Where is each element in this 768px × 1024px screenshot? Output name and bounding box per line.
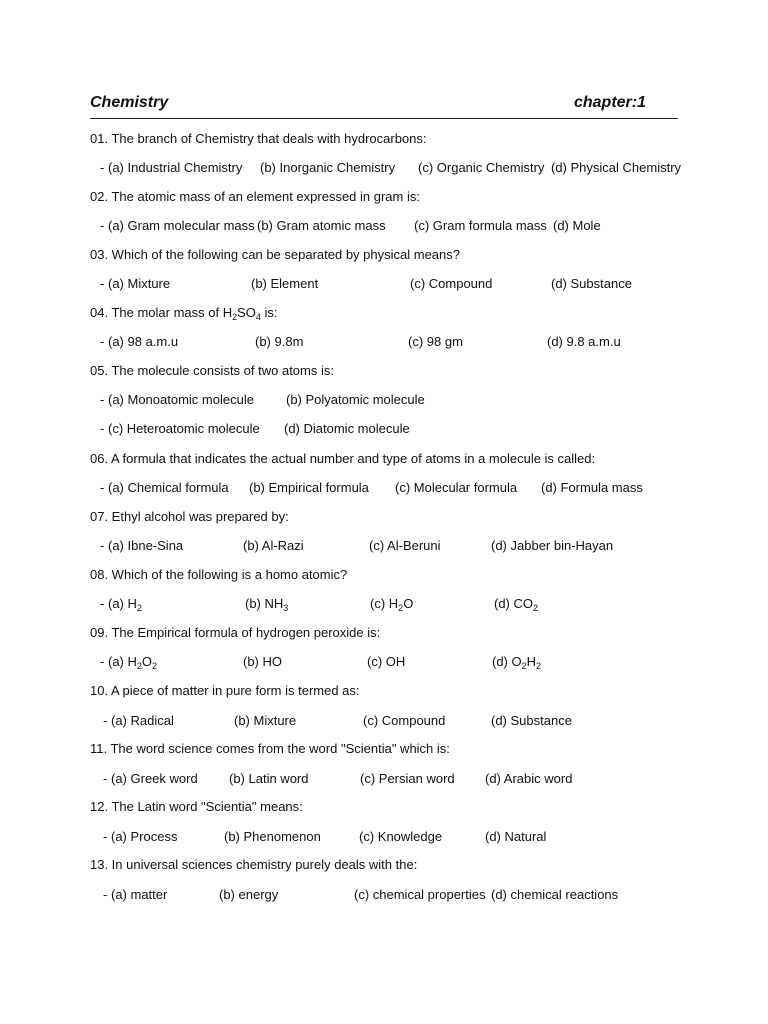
question-8-option-c bbox=[370, 596, 413, 612]
question-13-option-a: (a) matter bbox=[111, 887, 168, 902]
formula-subscript: 2 bbox=[398, 603, 404, 613]
question-3: 03. Which of the following can be separated by physical means? bbox=[90, 247, 460, 262]
question-8: 08. Which of the following is a homo atomic? bbox=[90, 567, 348, 582]
formula-subscript: 3 bbox=[283, 603, 289, 613]
question-6: 06. A formula that indicates the actual number and type of atoms in a molecule is called: bbox=[90, 451, 596, 466]
question-11-option-d: (d) Arabic word bbox=[485, 771, 573, 786]
question-8-option-a bbox=[108, 596, 142, 612]
question-7-option-b: (b) Al-Razi bbox=[243, 538, 304, 553]
question-9-option-a bbox=[108, 654, 157, 670]
option-prefix: - bbox=[100, 218, 105, 233]
question-5-option-b: (b) Polyatomic molecule bbox=[286, 392, 425, 407]
option-prefix: - bbox=[100, 334, 105, 349]
question-2-option-c: (c) Gram formula mass bbox=[414, 218, 547, 233]
formula-subscript: 2 bbox=[152, 661, 158, 671]
question-3-option-a: (a) Mixture bbox=[108, 276, 171, 291]
question-5: 05. The molecule consists of two atoms is: bbox=[90, 363, 334, 378]
option-prefix: - bbox=[100, 276, 105, 291]
question-10: 10. A piece of matter in pure form is termed as: bbox=[90, 683, 360, 698]
question-5-option-a: (a) Monoatomic molecule bbox=[108, 392, 254, 407]
question-11: 11. The word science comes from the word "Scientia" which is: bbox=[90, 741, 450, 756]
subject-title: Chemistry bbox=[90, 94, 169, 111]
question-11-option-c: (c) Persian word bbox=[360, 771, 455, 786]
option-prefix: - bbox=[103, 829, 108, 844]
question-13: 13. In universal sciences chemistry purely deals with the: bbox=[90, 857, 418, 872]
question-3-option-b: (b) Element bbox=[251, 276, 319, 291]
question-13-option-b: (b) energy bbox=[219, 887, 279, 902]
formula-subscript: 2 bbox=[536, 661, 542, 671]
question-12-option-b: (b) Phenomenon bbox=[224, 829, 321, 844]
formula-text: (d) O bbox=[492, 654, 522, 669]
question-1-option-c: (c) Organic Chemistry bbox=[418, 160, 545, 175]
question-4-option-d: (d) 9.8 a.m.u bbox=[547, 334, 621, 349]
formula-text: O bbox=[403, 596, 414, 611]
question-2: 02. The atomic mass of an element expressed in gram is: bbox=[90, 189, 420, 204]
formula-subscript: 2 bbox=[136, 661, 142, 671]
formula-text: (c) OH bbox=[367, 654, 406, 669]
question-10-option-b: (b) Mixture bbox=[234, 713, 297, 728]
option-prefix: - bbox=[100, 160, 105, 175]
option-prefix: - bbox=[103, 887, 108, 902]
formula-text: H bbox=[526, 654, 537, 669]
question-2-option-b: (b) Gram atomic mass bbox=[257, 218, 386, 233]
question-9-option-c bbox=[367, 654, 405, 670]
formula-text: (c) H bbox=[370, 596, 399, 611]
chapter-label: chapter:1 bbox=[573, 94, 646, 111]
formula-text: (b) NH bbox=[245, 596, 284, 611]
question-12-option-c: (c) Knowledge bbox=[359, 829, 443, 844]
question-7-option-d: (d) Jabber bin-Hayan bbox=[491, 538, 614, 553]
question-4-text-part: SO bbox=[237, 305, 256, 320]
question-11-option-b: (b) Latin word bbox=[229, 771, 309, 786]
question-8-option-d bbox=[494, 596, 538, 612]
formula-text: (b) HO bbox=[243, 654, 282, 669]
option-prefix: - bbox=[100, 421, 105, 436]
question-13-option-c: (c) chemical properties bbox=[354, 887, 486, 902]
question-4-text-part: is: bbox=[260, 305, 278, 320]
question-4 bbox=[90, 305, 278, 321]
question-2-option-d: (d) Mole bbox=[553, 218, 601, 233]
question-10-option-c: (c) Compound bbox=[363, 713, 446, 728]
question-9-option-d bbox=[492, 654, 541, 670]
question-9-option-b bbox=[243, 654, 282, 670]
question-7-option-a: (a) Ibne-Sina bbox=[108, 538, 184, 553]
worksheet-header bbox=[90, 92, 678, 119]
formula-text: (a) H bbox=[108, 654, 137, 669]
question-13-option-d: (d) chemical reactions bbox=[491, 887, 619, 902]
formula-text: O bbox=[141, 654, 153, 669]
question-10-option-d: (d) Substance bbox=[491, 713, 572, 728]
question-1: 01. The branch of Chemistry that deals with hydrocarbons: bbox=[90, 131, 427, 146]
option-prefix: - bbox=[100, 392, 105, 407]
question-12-option-d: (d) Natural bbox=[485, 829, 547, 844]
question-1-option-d: (d) Physical Chemistry bbox=[551, 160, 682, 175]
option-prefix: - bbox=[100, 596, 105, 611]
formula-subscript: 2 bbox=[521, 661, 527, 671]
question-5-option-c: (c) Heteroatomic molecule bbox=[108, 421, 260, 436]
question-1-option-a: (a) Industrial Chemistry bbox=[108, 160, 243, 175]
question-9: 09. The Empirical formula of hydrogen peroxide is: bbox=[90, 625, 381, 640]
question-8-option-b bbox=[245, 596, 288, 612]
formula-subscript: 2 bbox=[533, 603, 539, 613]
question-1-option-b: (b) Inorganic Chemistry bbox=[260, 160, 396, 175]
question-10-option-a: (a) Radical bbox=[111, 713, 174, 728]
formula-subscript: 2 bbox=[136, 603, 142, 613]
question-7: 07. Ethyl alcohol was prepared by: bbox=[90, 509, 289, 524]
question-6-option-a: (a) Chemical formula bbox=[108, 480, 229, 495]
formula-text: (a) H bbox=[108, 596, 137, 611]
question-4-subscript: 4 bbox=[255, 312, 261, 322]
question-2-option-a: (a) Gram molecular mass bbox=[108, 218, 255, 233]
option-prefix: - bbox=[100, 480, 105, 495]
option-prefix: - bbox=[100, 538, 105, 553]
question-6-option-b: (b) Empirical formula bbox=[249, 480, 369, 495]
question-3-option-d: (d) Substance bbox=[551, 276, 632, 291]
question-6-option-d: (d) Formula mass bbox=[541, 480, 643, 495]
question-4-option-b: (b) 9.8m bbox=[255, 334, 304, 349]
question-3-option-c: (c) Compound bbox=[410, 276, 493, 291]
question-12: 12. The Latin word "Scientia" means: bbox=[90, 799, 303, 814]
option-prefix: - bbox=[100, 654, 105, 669]
question-4-text-part: 04. The molar mass of H bbox=[90, 305, 233, 320]
question-4-option-c: (c) 98 gm bbox=[408, 334, 463, 349]
question-4-subscript: 2 bbox=[232, 312, 238, 322]
option-prefix: - bbox=[103, 771, 108, 786]
question-12-option-a: (a) Process bbox=[111, 829, 178, 844]
option-prefix: - bbox=[103, 713, 108, 728]
question-4-option-a: (a) 98 a.m.u bbox=[108, 334, 179, 349]
formula-text: (d) CO bbox=[494, 596, 533, 611]
question-6-option-c: (c) Molecular formula bbox=[395, 480, 518, 495]
question-7-option-c: (c) Al-Beruni bbox=[369, 538, 441, 553]
question-5-option-d: (d) Diatomic molecule bbox=[284, 421, 410, 436]
question-11-option-a: (a) Greek word bbox=[111, 771, 198, 786]
